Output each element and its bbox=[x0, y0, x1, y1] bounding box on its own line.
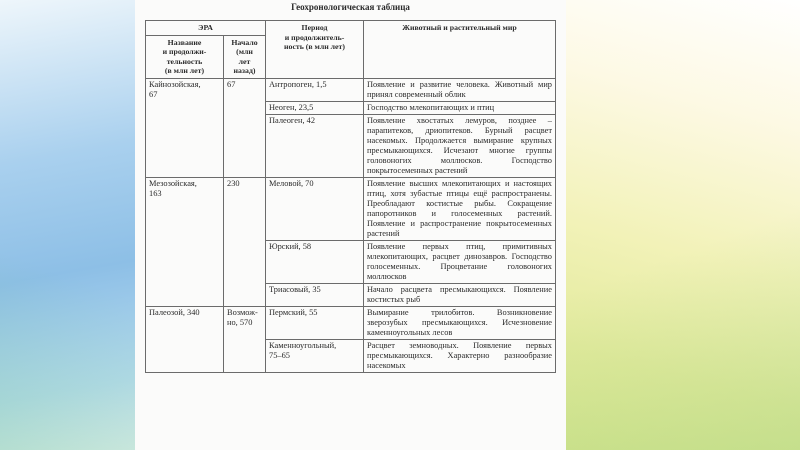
right-background-panel bbox=[566, 0, 800, 450]
period-header: Период и продолжитель- ность (в млн лет) bbox=[266, 21, 364, 79]
era-start-header: Начало (млн лет назад) bbox=[224, 35, 266, 78]
life-cell: Появление и развитие человека. Животный мир принял современный облик bbox=[364, 78, 556, 101]
life-cell: Господство млекопитающих и птиц bbox=[364, 101, 556, 114]
era-name-cell: Кайнозойская, 67 bbox=[146, 78, 224, 177]
period-cell: Неоген, 23,5 bbox=[266, 101, 364, 114]
era-name-cell: Палеозой, 340 bbox=[146, 306, 224, 372]
period-cell: Юрский, 58 bbox=[266, 240, 364, 283]
period-cell: Триасовый, 35 bbox=[266, 283, 364, 306]
table-row bbox=[146, 177, 556, 240]
life-cell: Расцвет земноводных. Появление первых пресмыкающихся. Характерно разнообразие насекомых bbox=[364, 339, 556, 372]
left-background-panel bbox=[0, 0, 135, 450]
life-cell: Появление высших млекопитающих и настоящих птиц, хотя зубастые птицы ещё распространены. Преобладают костистые рыбы. Сокращение папоротников и голосеменных растений. Появление и распространение покрытосеменных растений bbox=[364, 177, 556, 240]
era-name-header: Название и продолжи- тельность (в млн лет) bbox=[146, 35, 224, 78]
table-row bbox=[146, 78, 556, 101]
life-cell: Вымирание трилобитов. Возникновение зверозубых пресмыкающихся. Исчезновение каменноугольных лесов bbox=[364, 306, 556, 339]
life-header: Животный и растительный мир bbox=[364, 21, 556, 79]
period-cell: Пермский, 55 bbox=[266, 306, 364, 339]
era-header: ЭРА bbox=[146, 21, 266, 36]
period-cell: Каменноугольный, 75–65 bbox=[266, 339, 364, 372]
era-start-cell: 67 bbox=[224, 78, 266, 177]
period-cell: Антропоген, 1,5 bbox=[266, 78, 364, 101]
era-name-cell: Мезозойская, 163 bbox=[146, 177, 224, 306]
geochronological-table bbox=[145, 20, 556, 373]
period-cell: Меловой, 70 bbox=[266, 177, 364, 240]
era-start-cell: Возмож- но, 570 bbox=[224, 306, 266, 372]
era-start-cell: 230 bbox=[224, 177, 266, 306]
period-cell: Палеоген, 42 bbox=[266, 114, 364, 177]
life-cell: Появление первых птиц, примитивных млекопитающих, расцвет динозавров. Господство голосеменных. Процветание головоногих моллюсков bbox=[364, 240, 556, 283]
table-row bbox=[146, 306, 556, 339]
life-cell: Начало расцвета пресмыкающихся. Появление костистых рыб bbox=[364, 283, 556, 306]
document-title: Геохронологическая таблица bbox=[291, 2, 410, 12]
life-cell: Появление хвостатых лемуров, позднее – парапитеков, дриопитеков. Бурный расцвет насекомых. Продолжается вымирание крупных пресмыкающихся. Исчезают многие группы головоногих моллюсков. Господство покрытосеменных растений bbox=[364, 114, 556, 177]
document-page bbox=[135, 0, 566, 450]
